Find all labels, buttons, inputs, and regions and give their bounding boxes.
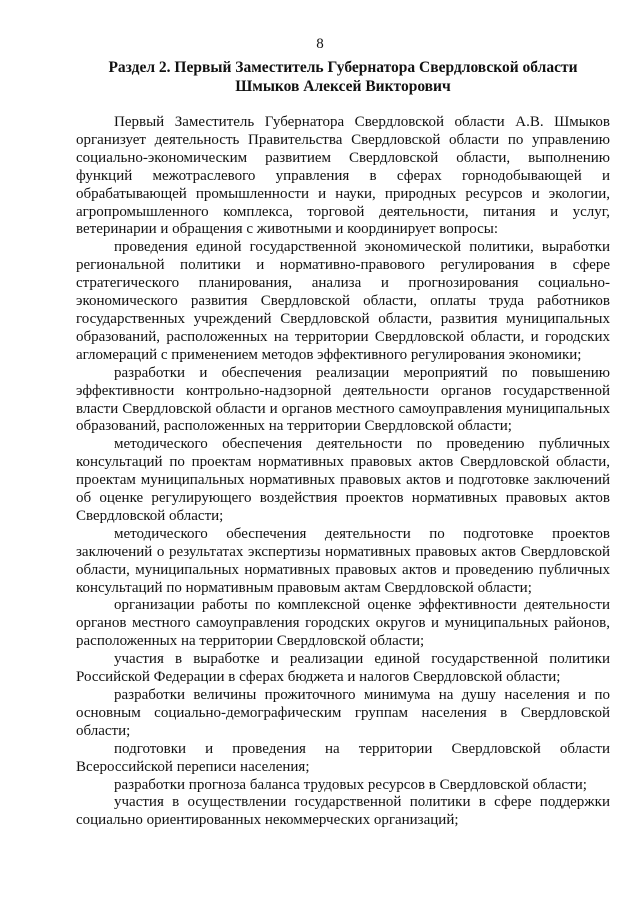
section-heading-line-1: Раздел 2. Первый Заместитель Губернатора Свердловской области: [108, 59, 578, 76]
list-item-paragraph: методического обеспечения деятельности по подготовке проектов заключений о результатах экспертизы нормативных правовых актов Свердловской области, муниципальных нормативных правовых актов и проведению публичных консультаций по нормативным правовым актам Свердловской области;: [76, 525, 610, 596]
list-item-paragraph: разработки прогноза баланса трудовых ресурсов в Свердловской области;: [114, 776, 587, 793]
list-item-paragraph: разработки величины прожиточного минимума на душу населения и по основным социально-демографическим группам населения в Свердловской области;: [76, 687, 610, 739]
page-number: 8: [316, 36, 324, 52]
section-heading-line-2: Шмыков Алексей Викторович: [235, 78, 451, 95]
list-item-paragraph: методического обеспечения деятельности по проведению публичных консультаций по проектам нормативных правовых актов Свердловской области, проектам муниципальных нормативных правовых актов и подготовке заключений об оценке регулирующего воздействия проектов нормативных правовых актов Свердловской области;: [76, 436, 610, 524]
list-item-paragraph: разработки и обеспечения реализации мероприятий по повышению эффективности контрольно-надзорной деятельности органов государственной власти Свердловской области и органов местного самоуправления муниципальных образований, расположенных на территории Свердловской области;: [76, 364, 610, 435]
section-heading: [76, 58, 610, 96]
list-item-paragraph: проведения единой государственной экономической политики, выработки региональной политики и нормативно-правового регулирования в сфере стратегического планирования, анализа и прогнозирования социально-экономического развития Свердловской области, оплаты труда работников государственных учреждений Свердловской области, развития муниципальных образований, расположенных на территории Свердловской области, и городских агломераций с применением методов эффективного регулирования экономики;: [76, 239, 610, 363]
intro-paragraph: Первый Заместитель Губернатора Свердловской области А.В. Шмыков организует деятельность Правительства Свердловской области по управлению социально-экономическим развитием Свердловской области, выполнению функций межотраслевого управления в сферах горнодобывающей и обрабатывающей промышленности и науки, природных ресурсов и экологии, агропромышленного комплекса, торговой деятельности, питания и услуг, ветеринарии и обращения с животными и координирует вопросы:: [76, 114, 610, 238]
list-item-paragraph: участия в выработке и реализации единой государственной политики Российской Федерации в сферах бюджета и налогов Свердловской области;: [76, 651, 610, 686]
document-body: [76, 114, 610, 830]
list-item-paragraph: подготовки и проведения на территории Свердловской области Всероссийской переписи населения;: [76, 740, 610, 775]
list-item-paragraph: участия в осуществлении государственной политики в сфере поддержки социально ориентированных некоммерческих организаций;: [76, 794, 610, 829]
list-item-paragraph: организации работы по комплексной оценке эффективности деятельности органов местного самоуправления городских округов и муниципальных районов, расположенных на территории Свердловской области;: [76, 597, 610, 650]
